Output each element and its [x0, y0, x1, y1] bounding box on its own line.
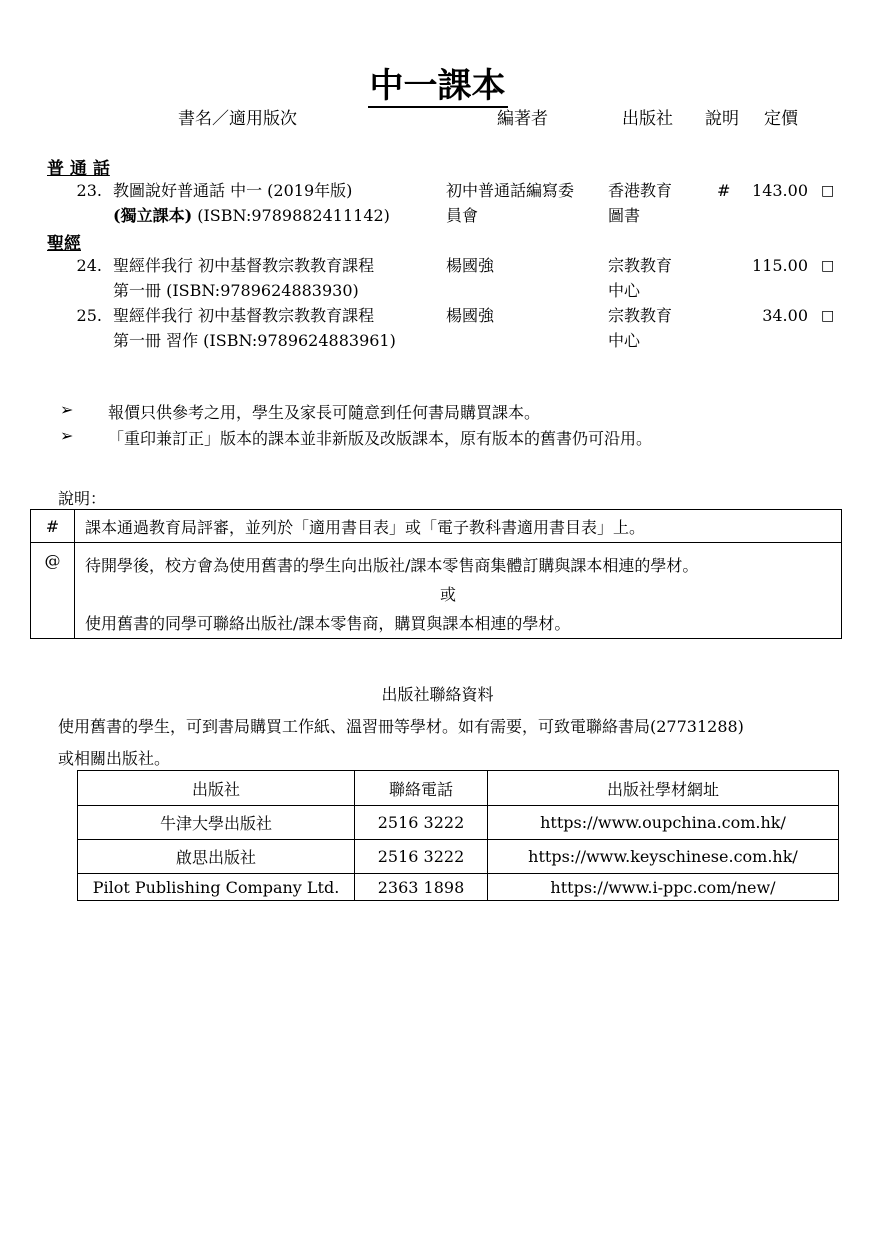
- book-author: 楊國強: [446, 306, 495, 325]
- book-publisher: 宗教教育: [608, 306, 673, 325]
- book-price: 115.00: [752, 256, 808, 275]
- book-price: 143.00: [752, 181, 808, 200]
- contact-paragraph-line2: 或相關出版社。: [58, 749, 171, 768]
- explanation-row: [31, 510, 842, 543]
- publisher-name: 牛津大學出版社: [78, 806, 355, 840]
- table-row: [78, 806, 839, 840]
- header-book-name: 書名／適用版次: [178, 109, 297, 129]
- contact-paragraph: 使用舊書的學生，可到書局購買工作紙、溫習冊等學材。如有需要，可致電聯絡書局(27731288): [58, 717, 744, 736]
- book-publisher-line2: 圖書: [608, 206, 641, 225]
- book-note-symbol: #: [717, 181, 731, 200]
- publisher-url[interactable]: https://www.i-ppc.com/new/: [488, 874, 839, 901]
- order-checkbox[interactable]: □: [821, 258, 835, 274]
- bullet-note: 報價只供參考之用，學生及家長可隨意到任何書局購買課本。: [108, 403, 541, 422]
- publisher-url[interactable]: https://www.oupchina.com.hk/: [488, 806, 839, 840]
- explanation-text: [75, 543, 842, 639]
- book-isbn: 第一冊 習作 (ISBN:9789624883961): [113, 331, 396, 350]
- book-publisher: 宗教教育: [608, 256, 673, 275]
- book-publisher-line2: 中心: [608, 331, 641, 350]
- column-header: 聯絡電話: [355, 771, 488, 806]
- explanation-line: 待開學後，校方會為使用舊書的學生向出版社/課本零售商集體訂購與課本相連的學材。: [85, 556, 699, 575]
- book-author: 楊國強: [446, 256, 495, 275]
- publisher-phone: 2516 3222: [355, 840, 488, 874]
- table-row: [78, 874, 839, 901]
- book-publisher-line2: 中心: [608, 281, 641, 300]
- book-number: 25.: [76, 306, 102, 325]
- book-price: 34.00: [762, 306, 808, 325]
- book-author: 初中普通話編寫委: [446, 181, 575, 200]
- publisher-contact-table: [77, 770, 839, 901]
- header-price: 定價: [764, 109, 798, 129]
- contact-heading: 出版社聯絡資料: [381, 685, 494, 704]
- publisher-name: 啟思出版社: [78, 840, 355, 874]
- explanation-row: [31, 543, 842, 639]
- order-checkbox[interactable]: □: [821, 183, 835, 199]
- publisher-phone: 2516 3222: [355, 806, 488, 840]
- table-row: [78, 840, 839, 874]
- explanation-symbol: @: [31, 543, 75, 639]
- book-title: 聖經伴我行 初中基督教宗教教育課程: [113, 256, 375, 275]
- explanation-or: 或: [439, 585, 456, 604]
- book-title: 聖經伴我行 初中基督教宗教教育課程: [113, 306, 375, 325]
- book-title: 教圖說好普通話 中一 (2019年版): [113, 181, 353, 200]
- publisher-phone: 2363 1898: [355, 874, 488, 901]
- explanation-table: [30, 509, 842, 639]
- book-isbn: (ISBN:9789882411142): [192, 206, 390, 225]
- column-header: 出版社學材網址: [488, 771, 839, 806]
- book-title-line2: [113, 203, 390, 228]
- column-header: 出版社: [78, 771, 355, 806]
- bullet-arrow-icon: ➢: [60, 400, 74, 419]
- page-title: 中一課本: [369, 66, 506, 106]
- explanation-symbol: #: [31, 510, 75, 543]
- book-author-line2: 員會: [446, 206, 479, 225]
- explanation-label: 說明：: [58, 489, 107, 508]
- section-heading-bible: 聖經: [47, 234, 81, 254]
- explanation-line: 使用舊書的同學可聯絡出版社/課本零售商，購買與課本相連的學材。: [85, 614, 571, 633]
- book-number: 24.: [76, 256, 102, 275]
- header-author: 編著者: [497, 109, 548, 129]
- header-note: 說明: [705, 109, 739, 129]
- bullet-note: 「重印兼訂正」版本的課本並非新版及改版課本，原有版本的舊書仍可沿用。: [108, 429, 653, 448]
- table-header-row: [78, 771, 839, 806]
- bullet-arrow-icon: ➢: [60, 426, 74, 445]
- publisher-name: Pilot Publishing Company Ltd.: [78, 874, 355, 901]
- book-publisher: 香港教育: [608, 181, 673, 200]
- order-checkbox[interactable]: □: [821, 308, 835, 324]
- header-publisher: 出版社: [622, 109, 673, 129]
- section-heading-putonghua: 普 通 話: [47, 159, 110, 179]
- explanation-text: 課本通過教育局評審，並列於「適用書目表」或「電子教科書適用書目表」上。: [75, 510, 842, 543]
- book-isbn: 第一冊 (ISBN:9789624883930): [113, 281, 359, 300]
- book-title-bold: (獨立課本): [113, 206, 193, 225]
- book-number: 23.: [76, 181, 102, 200]
- publisher-url[interactable]: https://www.keyschinese.com.hk/: [488, 840, 839, 874]
